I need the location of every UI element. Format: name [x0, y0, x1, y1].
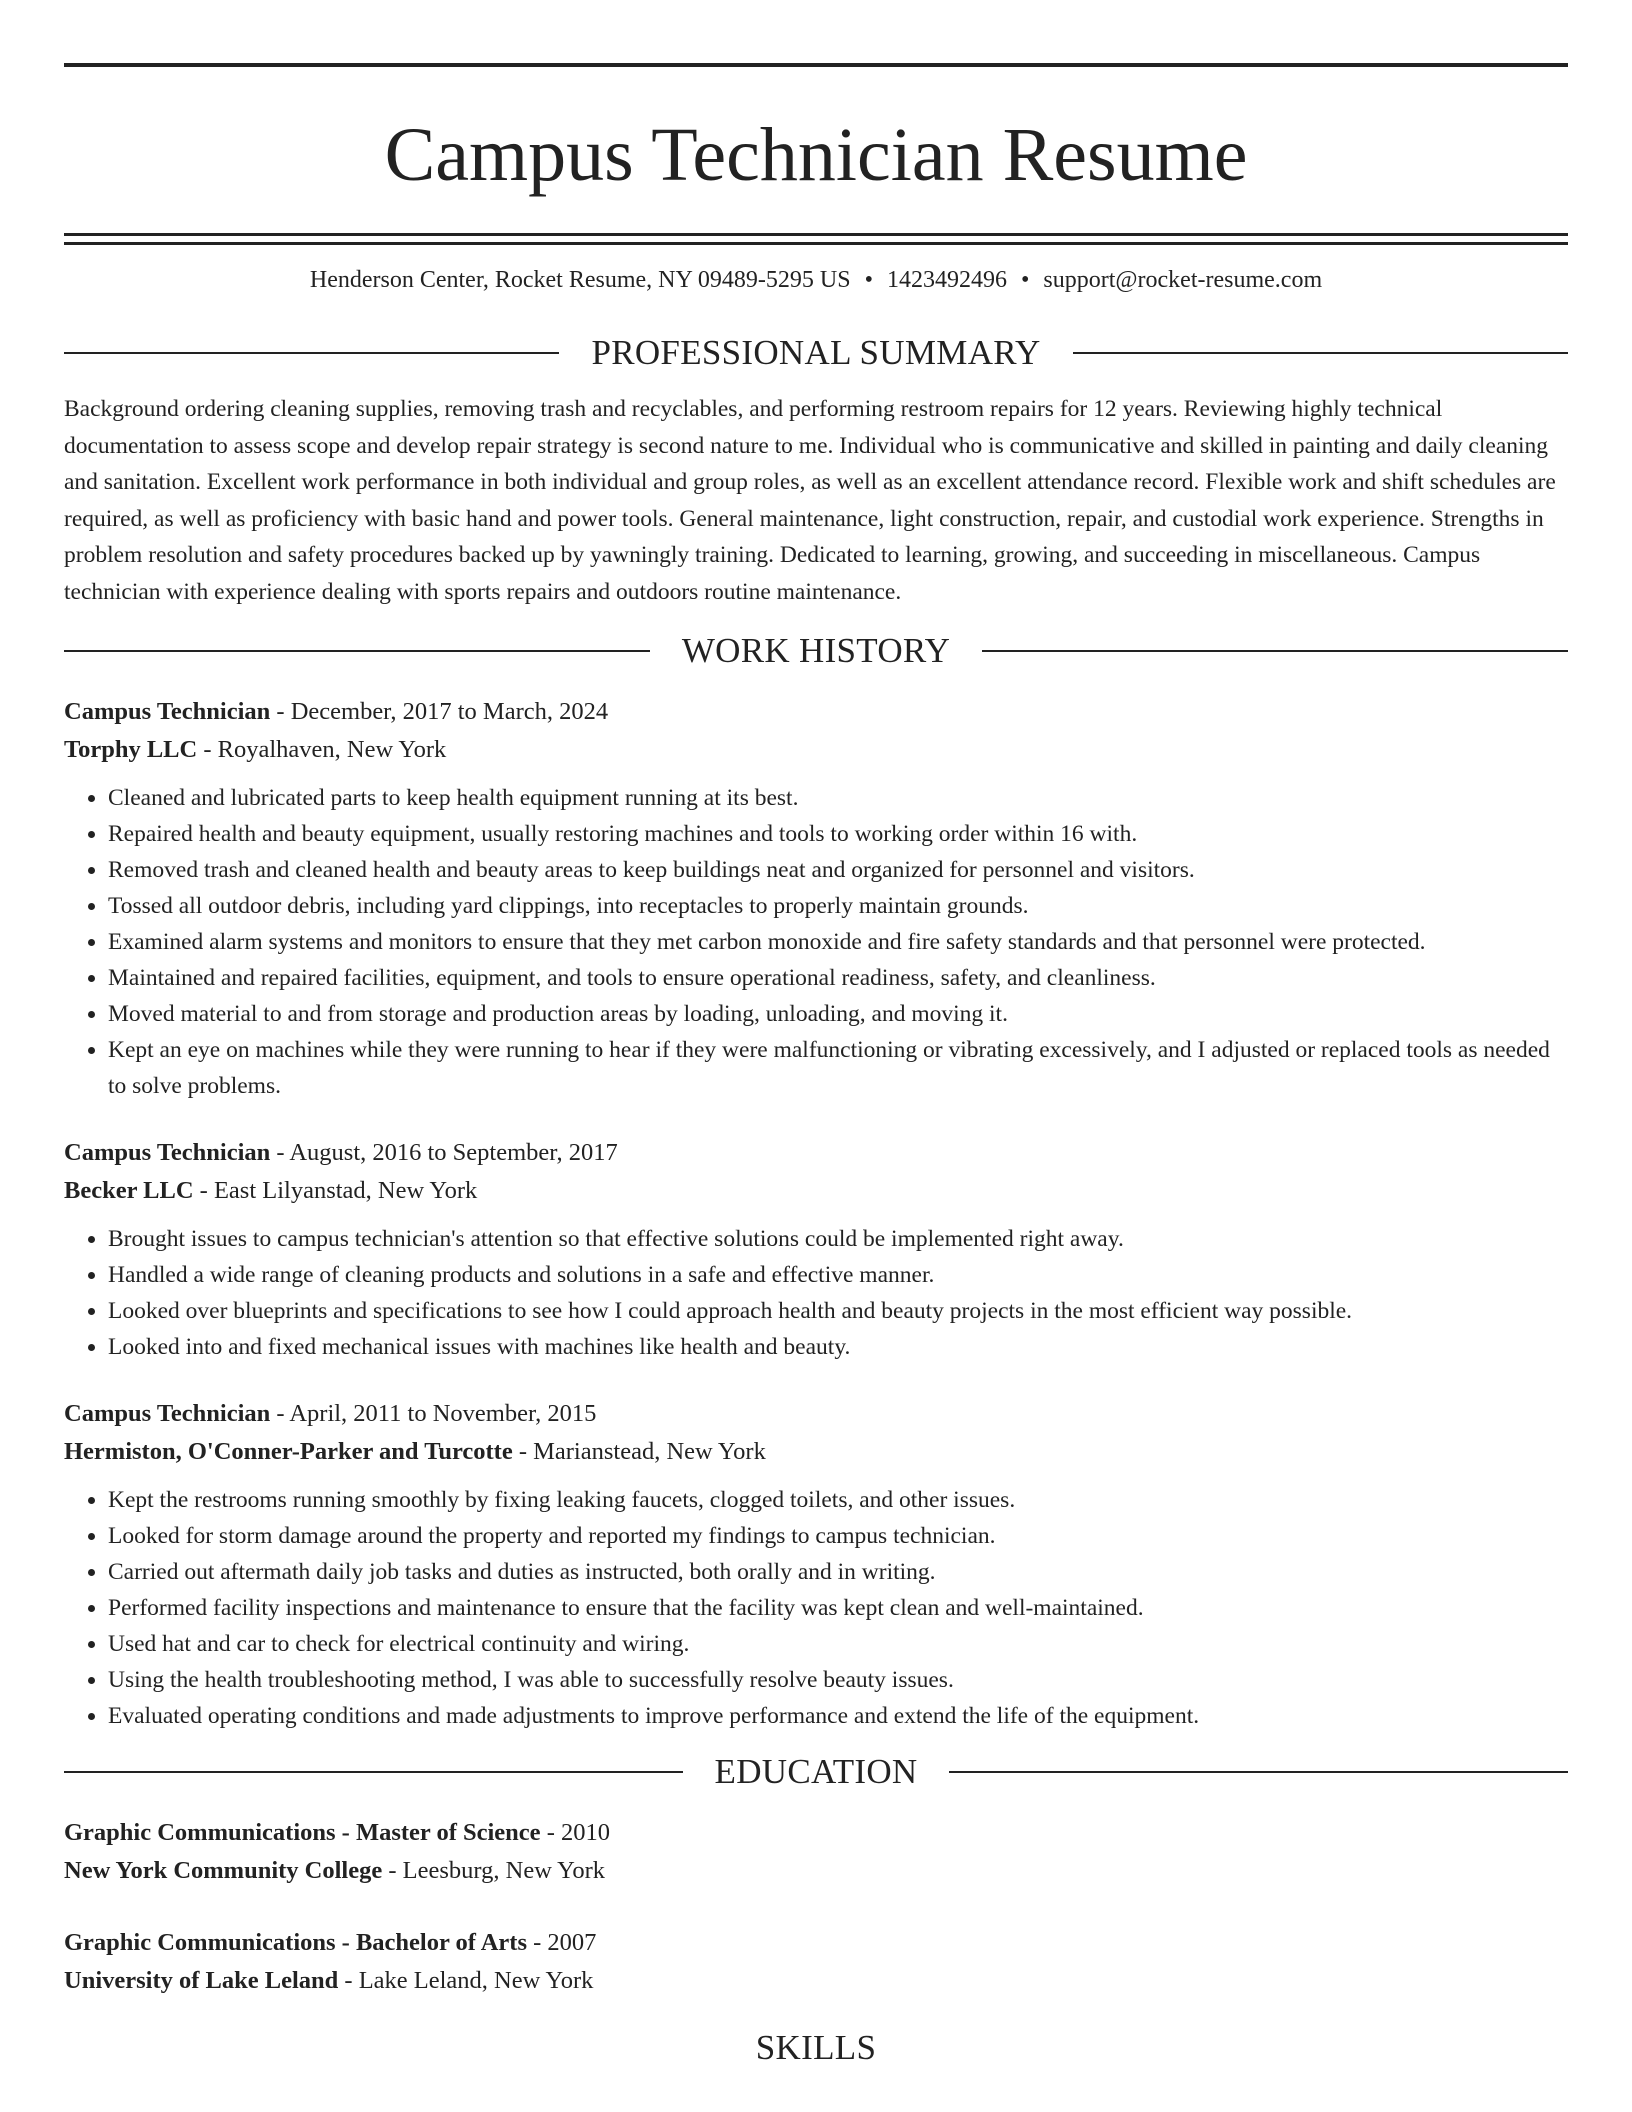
job-title-line: [64, 1395, 1568, 1433]
education-location: - Leesburg, New York: [382, 1857, 605, 1884]
section-rule-right: [982, 650, 1568, 652]
education-year: - 2010: [540, 1819, 610, 1846]
job-entry: [64, 693, 1568, 1104]
job-dates: - August, 2016 to September, 2017: [270, 1139, 618, 1166]
list-item: • Removed trash and cleaned health and beauty areas to keep buildings neat and organized for personnel and visitors.: [108, 852, 1568, 888]
top-rule: [64, 63, 1568, 67]
job-bullet-list: [64, 1482, 1568, 1734]
contact-address: Henderson Center, Rocket Resume, NY 09489-5295 US: [309, 267, 851, 293]
list-item: • Using the health troubleshooting method, I was able to successfully resolve beauty issues.: [108, 1662, 1568, 1698]
job-company-line: [64, 1433, 1568, 1471]
job-dates: - April, 2011 to November, 2015: [270, 1400, 597, 1427]
section-rule-left: [64, 352, 559, 354]
education-school-line: [64, 1852, 1568, 1890]
contact-separator: •: [1021, 267, 1030, 293]
job-title: Campus Technician: [64, 1139, 271, 1166]
list-item: • Tossed all outdoor debris, including yard clippings, into receptacles to properly maintain grounds.: [108, 888, 1568, 924]
list-item: • Repaired health and beauty equipment, usually restoring machines and tools to working order within 16 with.: [108, 816, 1568, 852]
contact-phone: 1423492496: [887, 267, 1008, 293]
contact-email: support@rocket-resume.com: [1043, 267, 1323, 293]
job-title: Campus Technician: [64, 1400, 271, 1427]
work-section-header: [64, 629, 1568, 673]
list-item: • Handled a wide range of cleaning products and solutions in a safe and effective manner.: [108, 1257, 1568, 1293]
job-company-line: [64, 731, 1568, 769]
education-school-line: [64, 1962, 1568, 2000]
job-title: Campus Technician: [64, 698, 271, 725]
summary-text: Background ordering cleaning supplies, removing trash and recyclables, and performing restroom repairs for 12 years. Reviewing highly technical documentation to assess scope and develop repair strategy is second nature to me. Individual who is communicative and skilled in painting and daily cleaning and sanitation. Excellent work performance in both individual and group roles, as well as an excellent attendance record. Flexible work and shift schedules are required, as well as proficiency with basic hand and power tools. General maintenance, light construction, repair, and custodial work experience. Strengths in problem resolution and safety procedures backed up by yawningly training. Dedicated to learning, growing, and succeeding in miscellaneous. Campus technician with experience dealing with sports repairs and outdoors routine maintenance.: [64, 396, 1556, 605]
title-double-rule: [64, 233, 1568, 245]
contact-separator: •: [864, 267, 874, 293]
summary-heading: PROFESSIONAL SUMMARY: [591, 333, 1041, 372]
job-company: Becker LLC: [64, 1177, 194, 1204]
job-company: Hermiston, O'Conner-Parker and Turcotte: [64, 1438, 513, 1465]
list-item: • Kept the restrooms running smoothly by fixing leaking faucets, clogged toilets, and other issues.: [108, 1482, 1568, 1518]
job-location: - Marianstead, New York: [512, 1438, 766, 1465]
skills-section-header: [64, 2026, 1568, 2070]
job-location: - Royalhaven, New York: [197, 736, 447, 763]
list-item: • Cleaned and lubricated parts to keep health equipment running at its best.: [108, 780, 1568, 816]
job-entry: [64, 1395, 1568, 1734]
contact-line: [64, 264, 1568, 296]
section-rule-right: [1073, 352, 1568, 354]
education-location: - Lake Leland, New York: [338, 1967, 594, 1994]
education-school: New York Community College: [64, 1857, 383, 1884]
list-item: • Kept an eye on machines while they were running to hear if they were malfunctioning or vibrating excessively, and I adjusted or replaced tools as needed to solve problems.: [108, 1032, 1568, 1104]
education-degree: Graphic Communications - Bachelor of Arts: [64, 1929, 527, 1956]
job-title-line: [64, 1134, 1568, 1172]
job-title-line: [64, 693, 1568, 731]
list-item: • Examined alarm systems and monitors to ensure that they met carbon monoxide and fire safety standards and that personnel were protected.: [108, 924, 1568, 960]
education-section-header: [64, 1750, 1568, 1794]
education-entry: [64, 1924, 1568, 2000]
job-dates: - December, 2017 to March, 2024: [270, 698, 609, 725]
section-rule-right: [949, 1771, 1568, 1773]
job-location: - East Lilyanstad, New York: [193, 1177, 478, 1204]
education-degree: Graphic Communications - Master of Science: [64, 1819, 541, 1846]
education-degree-line: [64, 1814, 1568, 1852]
job-bullet-list: [64, 1221, 1568, 1365]
list-item: • Brought issues to campus technician's attention so that effective solutions could be implemented right away.: [108, 1221, 1568, 1257]
list-item: • Used hat and car to check for electrical continuity and wiring.: [108, 1626, 1568, 1662]
job-company-line: [64, 1172, 1568, 1210]
list-item: • Performed facility inspections and maintenance to ensure that the facility was kept clean and well-maintained.: [108, 1590, 1568, 1626]
section-rule-left: [64, 2047, 724, 2049]
list-item: • Looked into and fixed mechanical issues with machines like health and beauty.: [108, 1329, 1568, 1365]
list-item: • Maintained and repaired facilities, equipment, and tools to ensure operational readiness, safety, and cleanliness.: [108, 960, 1568, 996]
education-entry: [64, 1814, 1568, 1890]
work-heading: WORK HISTORY: [681, 631, 951, 670]
section-rule-left: [64, 650, 650, 652]
education-school: University of Lake Leland: [64, 1967, 339, 1994]
job-entry: [64, 1134, 1568, 1365]
list-item: • Evaluated operating conditions and made adjustments to improve performance and extend the life of the equipment.: [108, 1698, 1568, 1734]
list-item: • Carried out aftermath daily job tasks and duties as instructed, both orally and in writing.: [108, 1554, 1568, 1590]
list-item: • Looked for storm damage around the property and reported my findings to campus technician.: [108, 1518, 1568, 1554]
job-company: Torphy LLC: [64, 736, 198, 763]
list-item: • Moved material to and from storage and production areas by loading, unloading, and moving it.: [108, 996, 1568, 1032]
section-rule-right: [908, 2047, 1568, 2049]
education-degree-line: [64, 1924, 1568, 1962]
education-year: - 2007: [527, 1929, 597, 1956]
education-heading: EDUCATION: [714, 1752, 918, 1791]
skills-heading: SKILLS: [755, 2028, 877, 2067]
section-rule-left: [64, 1771, 683, 1773]
job-bullet-list: [64, 780, 1568, 1104]
summary-section-header: [64, 331, 1568, 375]
resume-title: Campus Technician Resume: [384, 113, 1248, 197]
list-item: • Looked over blueprints and specifications to see how I could approach health and beauty projects in the most efficient way possible.: [108, 1293, 1568, 1329]
